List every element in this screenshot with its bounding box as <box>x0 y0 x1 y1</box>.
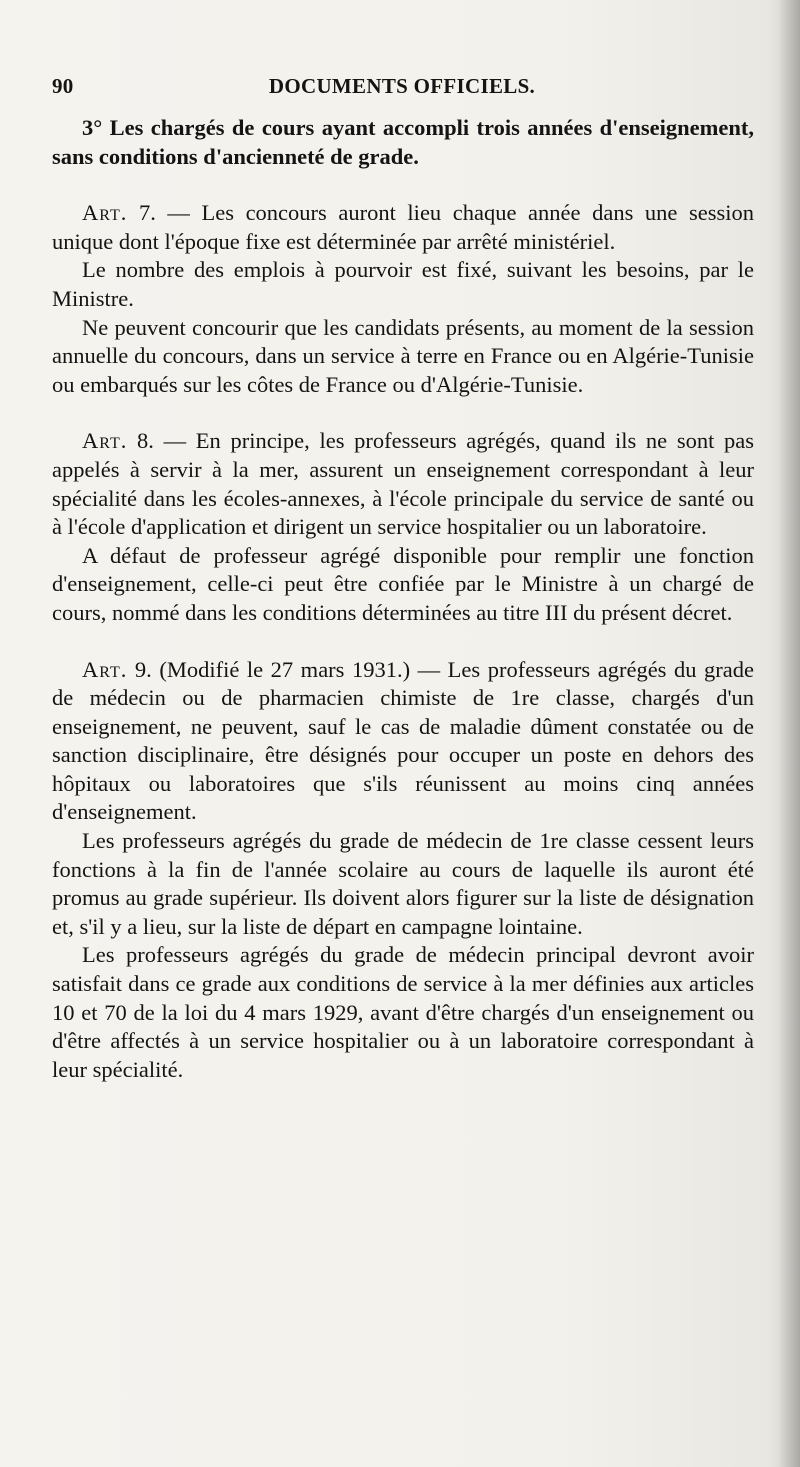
article-label: Art. <box>82 428 128 454</box>
article-label: Art. <box>82 656 128 682</box>
article-9-paragraph-3: Les professeurs agrégés du grade de médecin principal devront avoir satisfait dans ce grade aux conditions de service à la mer définies aux articles 10 et 70 de la loi du 4 mars 1929, avant d'être chargés d'un enseignement ou d'être affectés à un service hospitalier ou à un laboratoire correspondant à leur spécialité. <box>52 942 754 1082</box>
article-8 <box>52 427 754 541</box>
article-7-paragraph-2: Le nombre des emplois à pourvoir est fixé, suivant les besoins, par le Ministre. <box>52 257 754 311</box>
article-number: 9. <box>134 656 152 682</box>
article-label: Art. <box>82 200 128 226</box>
article-7 <box>52 199 754 256</box>
article-9-paragraph-2: Les professeurs agrégés du grade de médecin de 1re classe cessent leurs fonctions à la fin de l'année scolaire au cours de laquelle ils auront été promus au grade supérieur. Ils doivent alors figurer sur la liste de désignation et, s'il y a lieu, sur la liste de départ en campagne lointaine. <box>52 828 754 939</box>
page-edge-shadow <box>778 0 800 1467</box>
article-8-paragraph-2: A défaut de professeur agrégé disponible pour remplir une fonction d'enseignement, celle-ci peut être confiée par le Ministre à un chargé de cours, nommé dans les conditions déterminées au titre III du présent décret. <box>52 542 754 625</box>
article-8-text: — En principe, les professeurs agrégés, quand ils ne sont pas appelés à servir à la mer, assurent un enseignement correspondant à leur spécialité dans les écoles-annexes, à l'école principale du service de santé ou à l'école d'application et dirigent un service hospitalier ou un laboratoire. <box>52 428 754 540</box>
article-9-text: (Modifié le 27 mars 1931.) — Les professeurs agrégés du grade de médecin ou de pharmacien chimiste de 1re classe, chargés d'un enseignement, ne peuvent, sauf le cas de maladie dûment constatée ou de sanction disciplinaire, être désignés pour occuper un poste en dehors des hôpitaux ou laboratoires que s'ils réunissent au moins cinq années d'enseignement. <box>52 656 754 825</box>
running-title: DOCUMENTS OFFICIELS. <box>268 74 536 98</box>
section-gap <box>52 171 754 199</box>
article-9 <box>52 656 754 828</box>
article-7-paragraph-3: Ne peuvent concourir que les candidats présents, au moment de la session annuelle du concours, dans un service à terre en France ou en Algérie-Tunisie ou embarqués sur les côtes de France ou d'Algérie-Tunisie. <box>52 314 754 397</box>
article-number: 8. <box>137 428 154 454</box>
section-gap <box>52 628 754 656</box>
page-number: 90 <box>52 74 74 98</box>
paragraph-item-3: 3° Les chargés de cours ayant accompli trois années d'enseignement, sans conditions d'ancienneté de grade. <box>52 115 754 169</box>
article-number: 7. <box>138 200 156 226</box>
article-7-text: — Les concours auront lieu chaque année dans une session unique dont l'époque fixe est déterminée par arrêté ministériel. <box>52 200 754 254</box>
page-body <box>52 114 754 1084</box>
section-gap <box>52 399 754 427</box>
page-header <box>52 74 752 108</box>
